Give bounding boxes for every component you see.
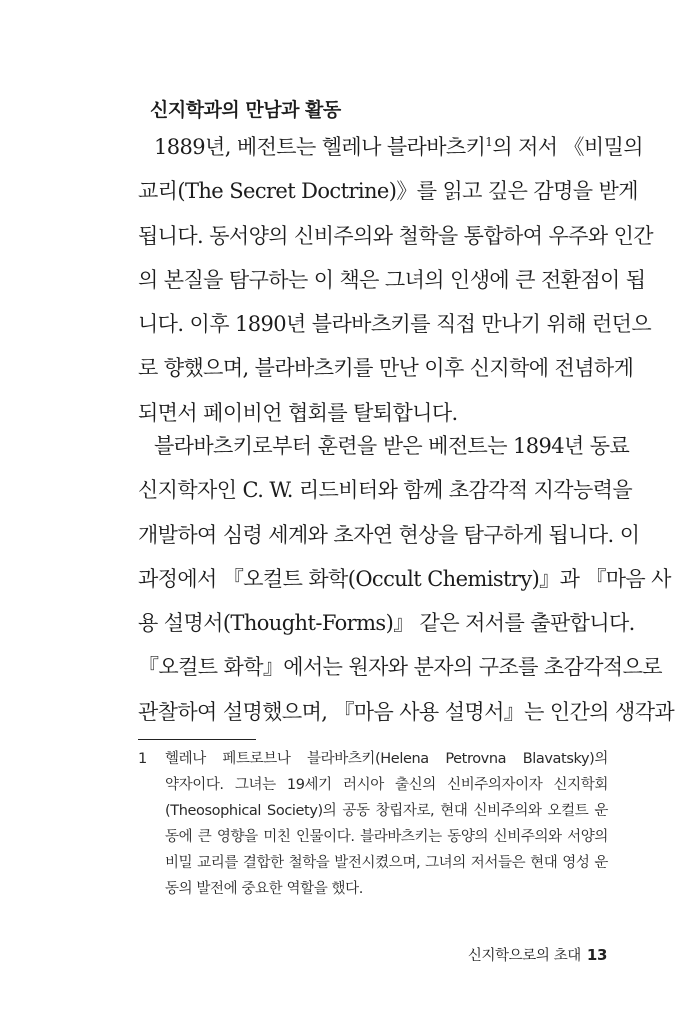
body-paragraph xyxy=(138,125,653,435)
text-line: 의 본질을 탐구하는 이 책은 그녀의 인생에 큰 전환점이 됩 xyxy=(138,267,646,292)
text-line: 용 설명서(Thought-Forms)』 같은 저서를 출판합니다. xyxy=(138,611,635,636)
footnote-line: (Theosophical Society)의 공동 창립자로, 현대 신비주의와 오컬트 운 xyxy=(165,803,608,819)
footnote-line: 비밀 교리를 결합한 철학을 발전시켰으며, 그녀의 저서들은 현대 영성 운 xyxy=(165,855,608,871)
text-line: 과정에서 『오컬트 화학(Occult Chemistry)』과 『마음 사 xyxy=(138,566,671,591)
page-number: 13 xyxy=(586,946,607,964)
section-heading: 신지학과의 만남과 활동 xyxy=(150,99,341,121)
text-line: 개발하여 심령 세계와 초자연 현상을 탐구하게 됩니다. 이 xyxy=(138,522,640,547)
footnote-reference: 1 xyxy=(485,135,493,149)
footnote-text xyxy=(165,746,608,902)
footnote-line: 약자이다. 그녀는 19세기 러시아 출신의 신비주의자이자 신지학회 xyxy=(165,777,608,793)
text-line: 니다. 이후 1890년 블라바츠키를 직접 만나기 위해 런던으 xyxy=(138,312,652,337)
footnote-number: 1 xyxy=(138,751,147,767)
text-line: 로 향했으며, 블라바츠키를 만난 이후 신지학에 전념하게 xyxy=(138,356,634,381)
footnote xyxy=(138,746,608,902)
footnote-line: 동에 큰 영향을 미친 인물이다. 블라바츠키는 동양의 신비주의와 서양의 xyxy=(165,829,608,845)
text-line: 1889년, 베전트는 헬레나 블라바츠키$^1$의 저서 《비밀의 xyxy=(154,135,643,159)
footnote-line: 헬레나 페트로브나 블라바츠키(Helena Petrovna Blavatsky)의 xyxy=(165,751,608,767)
running-title: 신지학으로의 초대 xyxy=(467,948,581,964)
footnote-separator xyxy=(138,739,256,740)
text-line: 교리(The Secret Doctrine)》를 읽고 깊은 감명을 받게 xyxy=(138,179,638,204)
body-paragraph xyxy=(138,424,675,734)
text-line: 『오컬트 화학』에서는 원자와 분자의 구조를 초감각적으로 xyxy=(138,655,662,680)
text-line: 되면서 페이비언 협회를 탈퇴합니다. xyxy=(138,400,458,425)
text-line: 블라바츠키로부터 훈련을 받은 베전트는 1894년 동료 xyxy=(154,434,630,458)
text-line: 관찰하여 설명했으며, 『마음 사용 설명서』는 인간의 생각과 xyxy=(138,699,675,724)
text-line: 됩니다. 동서양의 신비주의와 철학을 통합하여 우주와 인간 xyxy=(138,223,653,248)
footnote-line: 동의 발전에 중요한 역할을 했다. xyxy=(165,881,363,897)
running-footer xyxy=(468,944,607,965)
text-line: 신지학자인 C. W. 리드비터와 함께 초감각적 지각능력을 xyxy=(138,478,633,503)
